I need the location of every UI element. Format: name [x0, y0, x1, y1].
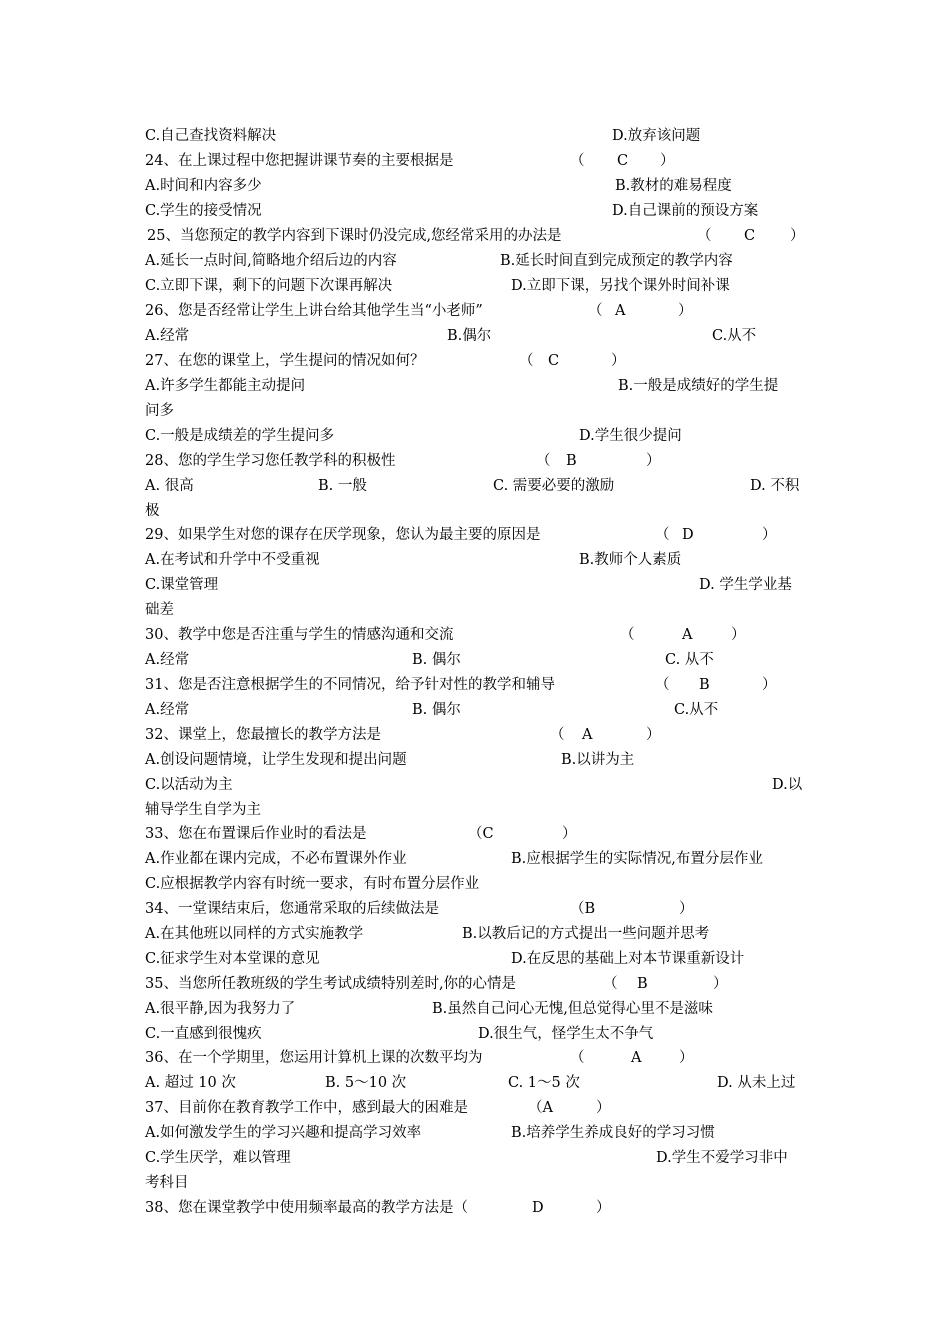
option-c: C.自己查找资料解决 — [145, 128, 277, 144]
option-line — [145, 199, 810, 223]
question-32 — [145, 723, 810, 747]
option-c: C.以活动为主 — [145, 777, 233, 793]
option-b: B.以教后记的方式提出一些问题并思考 — [462, 926, 710, 942]
option-b: B. 偶尔 — [412, 702, 461, 718]
wrapped-line — [145, 399, 810, 423]
option-d: D. 从未上过 — [717, 1075, 796, 1091]
option-d: D.自己课前的预设方案 — [612, 203, 759, 219]
paren-open: （ — [655, 677, 670, 693]
option-a: A. 超过 10 次 — [145, 1075, 236, 1091]
paren-close: ） — [731, 627, 746, 643]
option-a: A.在其他班以同样的方式实施教学 — [145, 926, 364, 942]
option-a: A.经常 — [145, 328, 190, 344]
option-line — [145, 997, 810, 1021]
paren-close: ） — [679, 1050, 694, 1066]
option-c: C.应根据教学内容有时统一要求，有时布置分层作业 — [145, 876, 480, 892]
question-text: 38、您在课堂教学中使用频率最高的教学方法是（ — [145, 1200, 468, 1216]
question-31 — [145, 673, 810, 697]
option-b: B.以讲为主 — [561, 752, 635, 768]
option-a: A.延长一点时间,简略地介绍后边的内容 — [145, 253, 397, 269]
option-a: A.时间和内容多少 — [145, 178, 262, 194]
question-38 — [145, 1196, 810, 1220]
option-line — [145, 573, 810, 597]
question-text: 29、如果学生对您的课存在厌学现象，您认为最主要的原因是 — [145, 527, 541, 543]
paren-open: （ — [570, 153, 585, 169]
option-line — [145, 174, 810, 198]
option-c: C. 需要必要的激励 — [493, 478, 615, 494]
option-line — [145, 1146, 810, 1170]
option-line — [145, 274, 810, 298]
question-30 — [145, 623, 810, 647]
option-c: C.课堂管理 — [145, 577, 219, 593]
paren-open: （ — [697, 228, 712, 244]
question-text: 37、目前你在教育教学工作中，感到最大的困难是 — [145, 1100, 468, 1116]
wrapped-line — [145, 499, 810, 523]
question-37 — [145, 1096, 810, 1120]
option-d: D.以 — [772, 777, 803, 793]
option-line — [145, 773, 810, 797]
option-a: A.许多学生都能主动提问 — [145, 378, 306, 394]
option-a: A. 很高 — [145, 478, 194, 494]
option-line — [145, 324, 810, 348]
answer: B — [699, 677, 710, 693]
paren-close: ） — [679, 901, 694, 917]
option-line — [145, 847, 810, 871]
wrapped-line — [145, 1171, 810, 1195]
question-text: 26、您是否经常让学生上讲台给其他学生当“小老师” — [145, 303, 483, 319]
answer: D — [682, 527, 694, 543]
wrapped-text: 辅导学生自学为主 — [145, 802, 261, 818]
answer: C — [744, 228, 756, 244]
option-b: B.一般是成绩好的学生提 — [618, 378, 779, 394]
wrapped-line — [145, 798, 810, 822]
paren-close: ） — [596, 1200, 611, 1216]
option-d: D.学生很少提问 — [579, 428, 682, 444]
question-27 — [145, 349, 810, 373]
paren-open: （ — [570, 1050, 585, 1066]
question-text: 28、您的学生学习您任教学科的积极性 — [145, 453, 396, 469]
paren-open: （ — [620, 627, 635, 643]
answer: C — [617, 153, 629, 169]
option-b: B.培养学生养成良好的学习习惯 — [511, 1125, 715, 1141]
option-d: D.放弃该问题 — [612, 128, 701, 144]
option-c: C.一般是成绩差的学生提问多 — [145, 428, 335, 444]
question-24 — [145, 149, 810, 173]
option-b: B. 一般 — [318, 478, 367, 494]
paren-open: （ — [588, 303, 603, 319]
option-b: B. 偶尔 — [412, 652, 461, 668]
option-b: B.延长时间直到完成预定的教学内容 — [500, 253, 733, 269]
option-b: B.偶尔 — [447, 328, 492, 344]
question-29 — [145, 523, 810, 547]
option-c: C.征求学生对本堂课的意见 — [145, 951, 320, 967]
paren-close: ） — [611, 353, 626, 369]
question-36 — [145, 1046, 810, 1070]
wrapped-text: 问多 — [145, 403, 174, 419]
option-b: B.教师个人素质 — [579, 552, 682, 568]
option-c: C. 从不 — [665, 652, 714, 668]
option-c: C.从不 — [674, 702, 719, 718]
wrapped-text: 极 — [145, 503, 160, 519]
paren-close: ） — [646, 727, 661, 743]
paren-close: ） — [596, 1100, 611, 1116]
option-line — [145, 249, 810, 273]
answer: B — [566, 453, 577, 469]
wrapped-text: 础差 — [145, 602, 174, 618]
option-line — [145, 748, 810, 772]
question-26 — [145, 299, 810, 323]
option-line — [145, 1071, 810, 1095]
option-a: A.创设问题情境，让学生发现和提出问题 — [145, 752, 407, 768]
question-text: 34、一堂课结束后，您通常采取的后续做法是 — [145, 901, 439, 917]
option-b: B.应根据学生的实际情况,布置分层作业 — [511, 851, 763, 867]
option-line — [145, 474, 810, 498]
option-d: D.立即下课，另找个课外时间补课 — [511, 278, 730, 294]
option-c: C.学生厌学，难以管理 — [145, 1150, 291, 1166]
option-c: C.从不 — [712, 328, 757, 344]
paren-open: （ — [603, 976, 618, 992]
option-a: A.经常 — [145, 652, 190, 668]
question-text: 32、课堂上，您最擅长的教学方法是 — [145, 727, 381, 743]
option-line — [145, 548, 810, 572]
answer: B — [637, 976, 648, 992]
paren-close: ） — [713, 976, 728, 992]
option-a: A.经常 — [145, 702, 190, 718]
option-line — [145, 1121, 810, 1145]
question-text: 31、您是否注意根据学生的不同情况，给予针对性的教学和辅导 — [145, 677, 555, 693]
option-line — [145, 124, 810, 148]
option-a: A.在考试和升学中不受重视 — [145, 552, 320, 568]
option-line — [145, 374, 810, 398]
question-28 — [145, 449, 810, 473]
option-line — [145, 1022, 810, 1046]
paren-close: ） — [762, 677, 777, 693]
option-c: C.学生的接受情况 — [145, 203, 262, 219]
option-line — [145, 872, 810, 896]
answer: D — [532, 1200, 544, 1216]
option-a: A.如何激发学生的学习兴趣和提高学习效率 — [145, 1125, 422, 1141]
option-line — [145, 947, 810, 971]
wrapped-line — [145, 598, 810, 622]
paren-close: ） — [562, 826, 577, 842]
option-line — [145, 648, 810, 672]
option-b: B.虽然自己问心无愧,但总觉得心里不是滋味 — [432, 1001, 713, 1017]
question-34 — [145, 897, 810, 921]
question-35 — [145, 972, 810, 996]
option-line — [145, 424, 810, 448]
paren-close: ） — [762, 527, 777, 543]
paren-open: （ — [550, 727, 565, 743]
option-b: B.教材的难易程度 — [615, 178, 732, 194]
answer: A — [682, 627, 693, 643]
question-33 — [145, 822, 810, 846]
option-d: D.很生气，怪学生太不争气 — [478, 1026, 654, 1042]
question-text: 27、在您的课堂上，学生提问的情况如何？ — [145, 353, 425, 369]
option-a: A.很平静,因为我努力了 — [145, 1001, 296, 1017]
option-d: D.学生不爱学习非中 — [656, 1150, 788, 1166]
question-25 — [145, 224, 810, 248]
option-a: A.作业都在课内完成，不必布置课外作业 — [145, 851, 407, 867]
wrapped-text: 考科目 — [145, 1175, 189, 1191]
paren-open: （ — [536, 453, 551, 469]
answer: （C — [468, 826, 494, 842]
option-d: D. 学生学业基 — [699, 577, 792, 593]
answer: A — [582, 727, 593, 743]
option-c: C. 1～5 次 — [508, 1075, 580, 1091]
answer: A — [631, 1050, 642, 1066]
question-text: 30、教学中您是否注重与学生的情感沟通和交流 — [145, 627, 454, 643]
question-text: 36、在一个学期里，您运用计算机上课的次数平均为 — [145, 1050, 483, 1066]
option-line — [145, 698, 810, 722]
paren-open: （ — [655, 527, 670, 543]
option-d: D.在反思的基础上对本节课重新设计 — [511, 951, 745, 967]
answer: C — [548, 353, 560, 369]
option-c: C.立即下课，剩下的问题下次课再解决 — [145, 278, 393, 294]
question-text: 24、在上课过程中您把握讲课节奏的主要根据是 — [145, 153, 454, 169]
paren-close: ） — [646, 453, 661, 469]
answer: A — [615, 303, 626, 319]
answer: （A — [528, 1100, 553, 1116]
question-text: 35、当您所任教班级的学生考试成绩特别差时,你的心情是 — [145, 976, 517, 992]
question-text: 33、您在布置课后作业时的看法是 — [145, 826, 367, 842]
question-text: 25、当您预定的教学内容到下课时仍没完成,您经常采用的办法是 — [147, 228, 562, 244]
answer: （B — [570, 901, 596, 917]
option-d: D. 不积 — [750, 478, 800, 494]
option-b: B. 5～10 次 — [325, 1075, 407, 1091]
option-c: C.一直感到很愧疚 — [145, 1026, 262, 1042]
option-line — [145, 922, 810, 946]
paren-close: ） — [790, 228, 805, 244]
paren-open: （ — [519, 353, 534, 369]
paren-close: ） — [678, 303, 693, 319]
paren-close: ） — [660, 153, 675, 169]
